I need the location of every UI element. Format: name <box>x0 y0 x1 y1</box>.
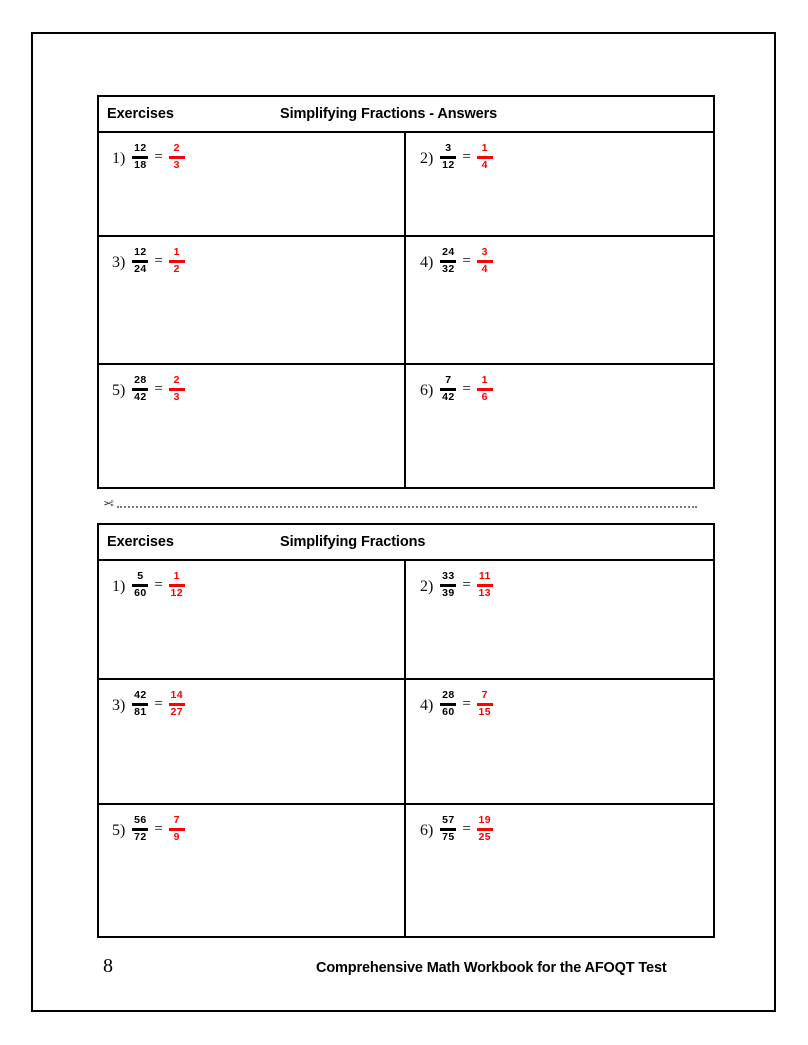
denominator: 81 <box>134 706 147 719</box>
answer-denominator: 2 <box>173 263 180 276</box>
source-fraction <box>132 143 148 172</box>
answer-numerator: 11 <box>478 570 491 582</box>
answer-fraction <box>477 690 493 719</box>
problem-index: 6) <box>420 821 434 839</box>
source-fraction <box>440 143 456 172</box>
answer-denominator: 3 <box>173 391 180 404</box>
numerator: 12 <box>134 142 147 154</box>
answer-fraction <box>169 690 185 719</box>
source-fraction <box>440 247 456 276</box>
problem-index: 1) <box>112 149 126 167</box>
worksheet-table-answers <box>97 95 715 489</box>
denominator: 32 <box>442 263 455 276</box>
fraction-expression <box>420 690 493 719</box>
table-row <box>99 133 713 237</box>
numerator: 3 <box>445 142 452 154</box>
answer-fraction <box>477 375 493 404</box>
source-fraction <box>132 247 148 276</box>
problem-cell-4[interactable] <box>406 680 713 803</box>
scissors-icon: ✂ <box>103 495 114 511</box>
numerator: 57 <box>442 814 455 826</box>
answer-denominator: 13 <box>478 587 492 600</box>
numerator: 33 <box>442 570 455 582</box>
denominator: 72 <box>134 831 147 844</box>
denominator: 42 <box>442 391 455 404</box>
problem-cell-1[interactable] <box>99 561 406 678</box>
denominator: 42 <box>134 391 147 404</box>
exercises-label: Exercises <box>107 534 174 550</box>
equals-sign: = <box>154 577 163 593</box>
answer-numerator: 14 <box>170 689 184 701</box>
answer-fraction <box>169 815 185 844</box>
equals-sign: = <box>462 821 471 837</box>
fraction-expression <box>112 143 185 172</box>
numerator: 24 <box>442 246 455 258</box>
numerator: 28 <box>134 374 147 386</box>
answer-denominator: 4 <box>481 159 488 172</box>
problem-cell-2[interactable] <box>406 561 713 678</box>
fraction-expression <box>420 815 493 844</box>
equals-sign: = <box>462 149 471 165</box>
source-fraction <box>440 690 456 719</box>
problem-index: 1) <box>112 577 126 595</box>
answer-denominator: 4 <box>481 263 488 276</box>
answer-denominator: 15 <box>478 706 492 719</box>
problem-cell-6[interactable] <box>406 805 713 936</box>
numerator: 42 <box>134 689 147 701</box>
problem-index: 4) <box>420 696 434 714</box>
answer-denominator: 27 <box>170 706 184 719</box>
answer-denominator: 12 <box>170 587 184 600</box>
fraction-expression <box>112 247 185 276</box>
numerator: 56 <box>134 814 147 826</box>
table-row <box>99 365 713 487</box>
denominator: 18 <box>134 159 147 172</box>
fraction-expression <box>112 571 185 600</box>
problem-index: 5) <box>112 821 126 839</box>
answer-denominator: 3 <box>173 159 180 172</box>
denominator: 75 <box>442 831 455 844</box>
answer-fraction <box>477 247 493 276</box>
numerator: 7 <box>445 374 452 386</box>
answer-numerator: 1 <box>173 246 180 258</box>
problem-index: 2) <box>420 577 434 595</box>
problem-cell-1[interactable] <box>99 133 406 235</box>
source-fraction <box>132 375 148 404</box>
answer-fraction <box>477 815 493 844</box>
denominator: 12 <box>442 159 455 172</box>
answer-numerator: 7 <box>173 814 180 826</box>
page-number: 8 <box>103 955 113 977</box>
answer-denominator: 9 <box>173 831 180 844</box>
table-row <box>99 680 713 805</box>
answer-numerator: 19 <box>478 814 492 826</box>
source-fraction <box>440 815 456 844</box>
worksheet-title: Simplifying Fractions - Answers <box>280 106 498 122</box>
answer-denominator: 25 <box>478 831 492 844</box>
answer-fraction <box>477 143 493 172</box>
dotted-cut-rule <box>117 506 697 508</box>
table-header-answers <box>99 97 713 133</box>
equals-sign: = <box>154 253 163 269</box>
equals-sign: = <box>462 253 471 269</box>
page-sheet <box>31 32 776 1012</box>
answer-fraction <box>169 143 185 172</box>
problem-cell-5[interactable] <box>99 805 406 936</box>
answer-fraction <box>169 571 185 600</box>
fraction-expression <box>112 690 185 719</box>
fraction-expression <box>420 571 493 600</box>
equals-sign: = <box>154 696 163 712</box>
problem-cell-2[interactable] <box>406 133 713 235</box>
table-row <box>99 561 713 680</box>
problem-index: 3) <box>112 253 126 271</box>
table-header-exercises <box>99 525 713 561</box>
problem-index: 6) <box>420 381 434 399</box>
fraction-expression <box>112 375 185 404</box>
numerator: 28 <box>442 689 455 701</box>
problem-index: 4) <box>420 253 434 271</box>
problem-cell-3[interactable] <box>99 237 406 363</box>
equals-sign: = <box>154 149 163 165</box>
source-fraction <box>132 571 148 600</box>
answer-numerator: 2 <box>173 374 180 386</box>
answer-numerator: 3 <box>481 246 488 258</box>
answer-fraction <box>169 247 185 276</box>
source-fraction <box>440 375 456 404</box>
problem-cell-4[interactable] <box>406 237 713 363</box>
table-row <box>99 805 713 936</box>
denominator: 60 <box>442 706 455 719</box>
source-fraction <box>132 690 148 719</box>
worksheet-table-exercises <box>97 523 715 938</box>
denominator: 60 <box>134 587 147 600</box>
equals-sign: = <box>462 577 471 593</box>
answer-fraction <box>477 571 493 600</box>
cut-here-line <box>103 492 697 514</box>
equals-sign: = <box>154 821 163 837</box>
problem-cell-3[interactable] <box>99 680 406 803</box>
answer-numerator: 1 <box>481 374 488 386</box>
table-row <box>99 237 713 365</box>
problem-index: 2) <box>420 149 434 167</box>
fraction-expression <box>420 143 493 172</box>
fraction-expression <box>420 375 493 404</box>
problem-cell-6[interactable] <box>406 365 713 487</box>
problem-cell-5[interactable] <box>99 365 406 487</box>
denominator: 24 <box>134 263 147 276</box>
worksheet-title: Simplifying Fractions <box>280 534 426 550</box>
answer-numerator: 1 <box>173 570 180 582</box>
problem-index: 3) <box>112 696 126 714</box>
answer-numerator: 1 <box>481 142 488 154</box>
answer-numerator: 7 <box>481 689 488 701</box>
exercises-label: Exercises <box>107 106 174 122</box>
page-footer <box>33 942 774 986</box>
source-fraction <box>132 815 148 844</box>
denominator: 39 <box>442 587 455 600</box>
answer-fraction <box>169 375 185 404</box>
book-title: Comprehensive Math Workbook for the AFOQT Test <box>316 960 667 976</box>
numerator: 5 <box>137 570 144 582</box>
equals-sign: = <box>154 381 163 397</box>
fraction-expression <box>420 247 493 276</box>
equals-sign: = <box>462 696 471 712</box>
numerator: 12 <box>134 246 147 258</box>
answer-numerator: 2 <box>173 142 180 154</box>
fraction-expression <box>112 815 185 844</box>
problem-index: 5) <box>112 381 126 399</box>
equals-sign: = <box>462 381 471 397</box>
source-fraction <box>440 571 456 600</box>
answer-denominator: 6 <box>481 391 488 404</box>
